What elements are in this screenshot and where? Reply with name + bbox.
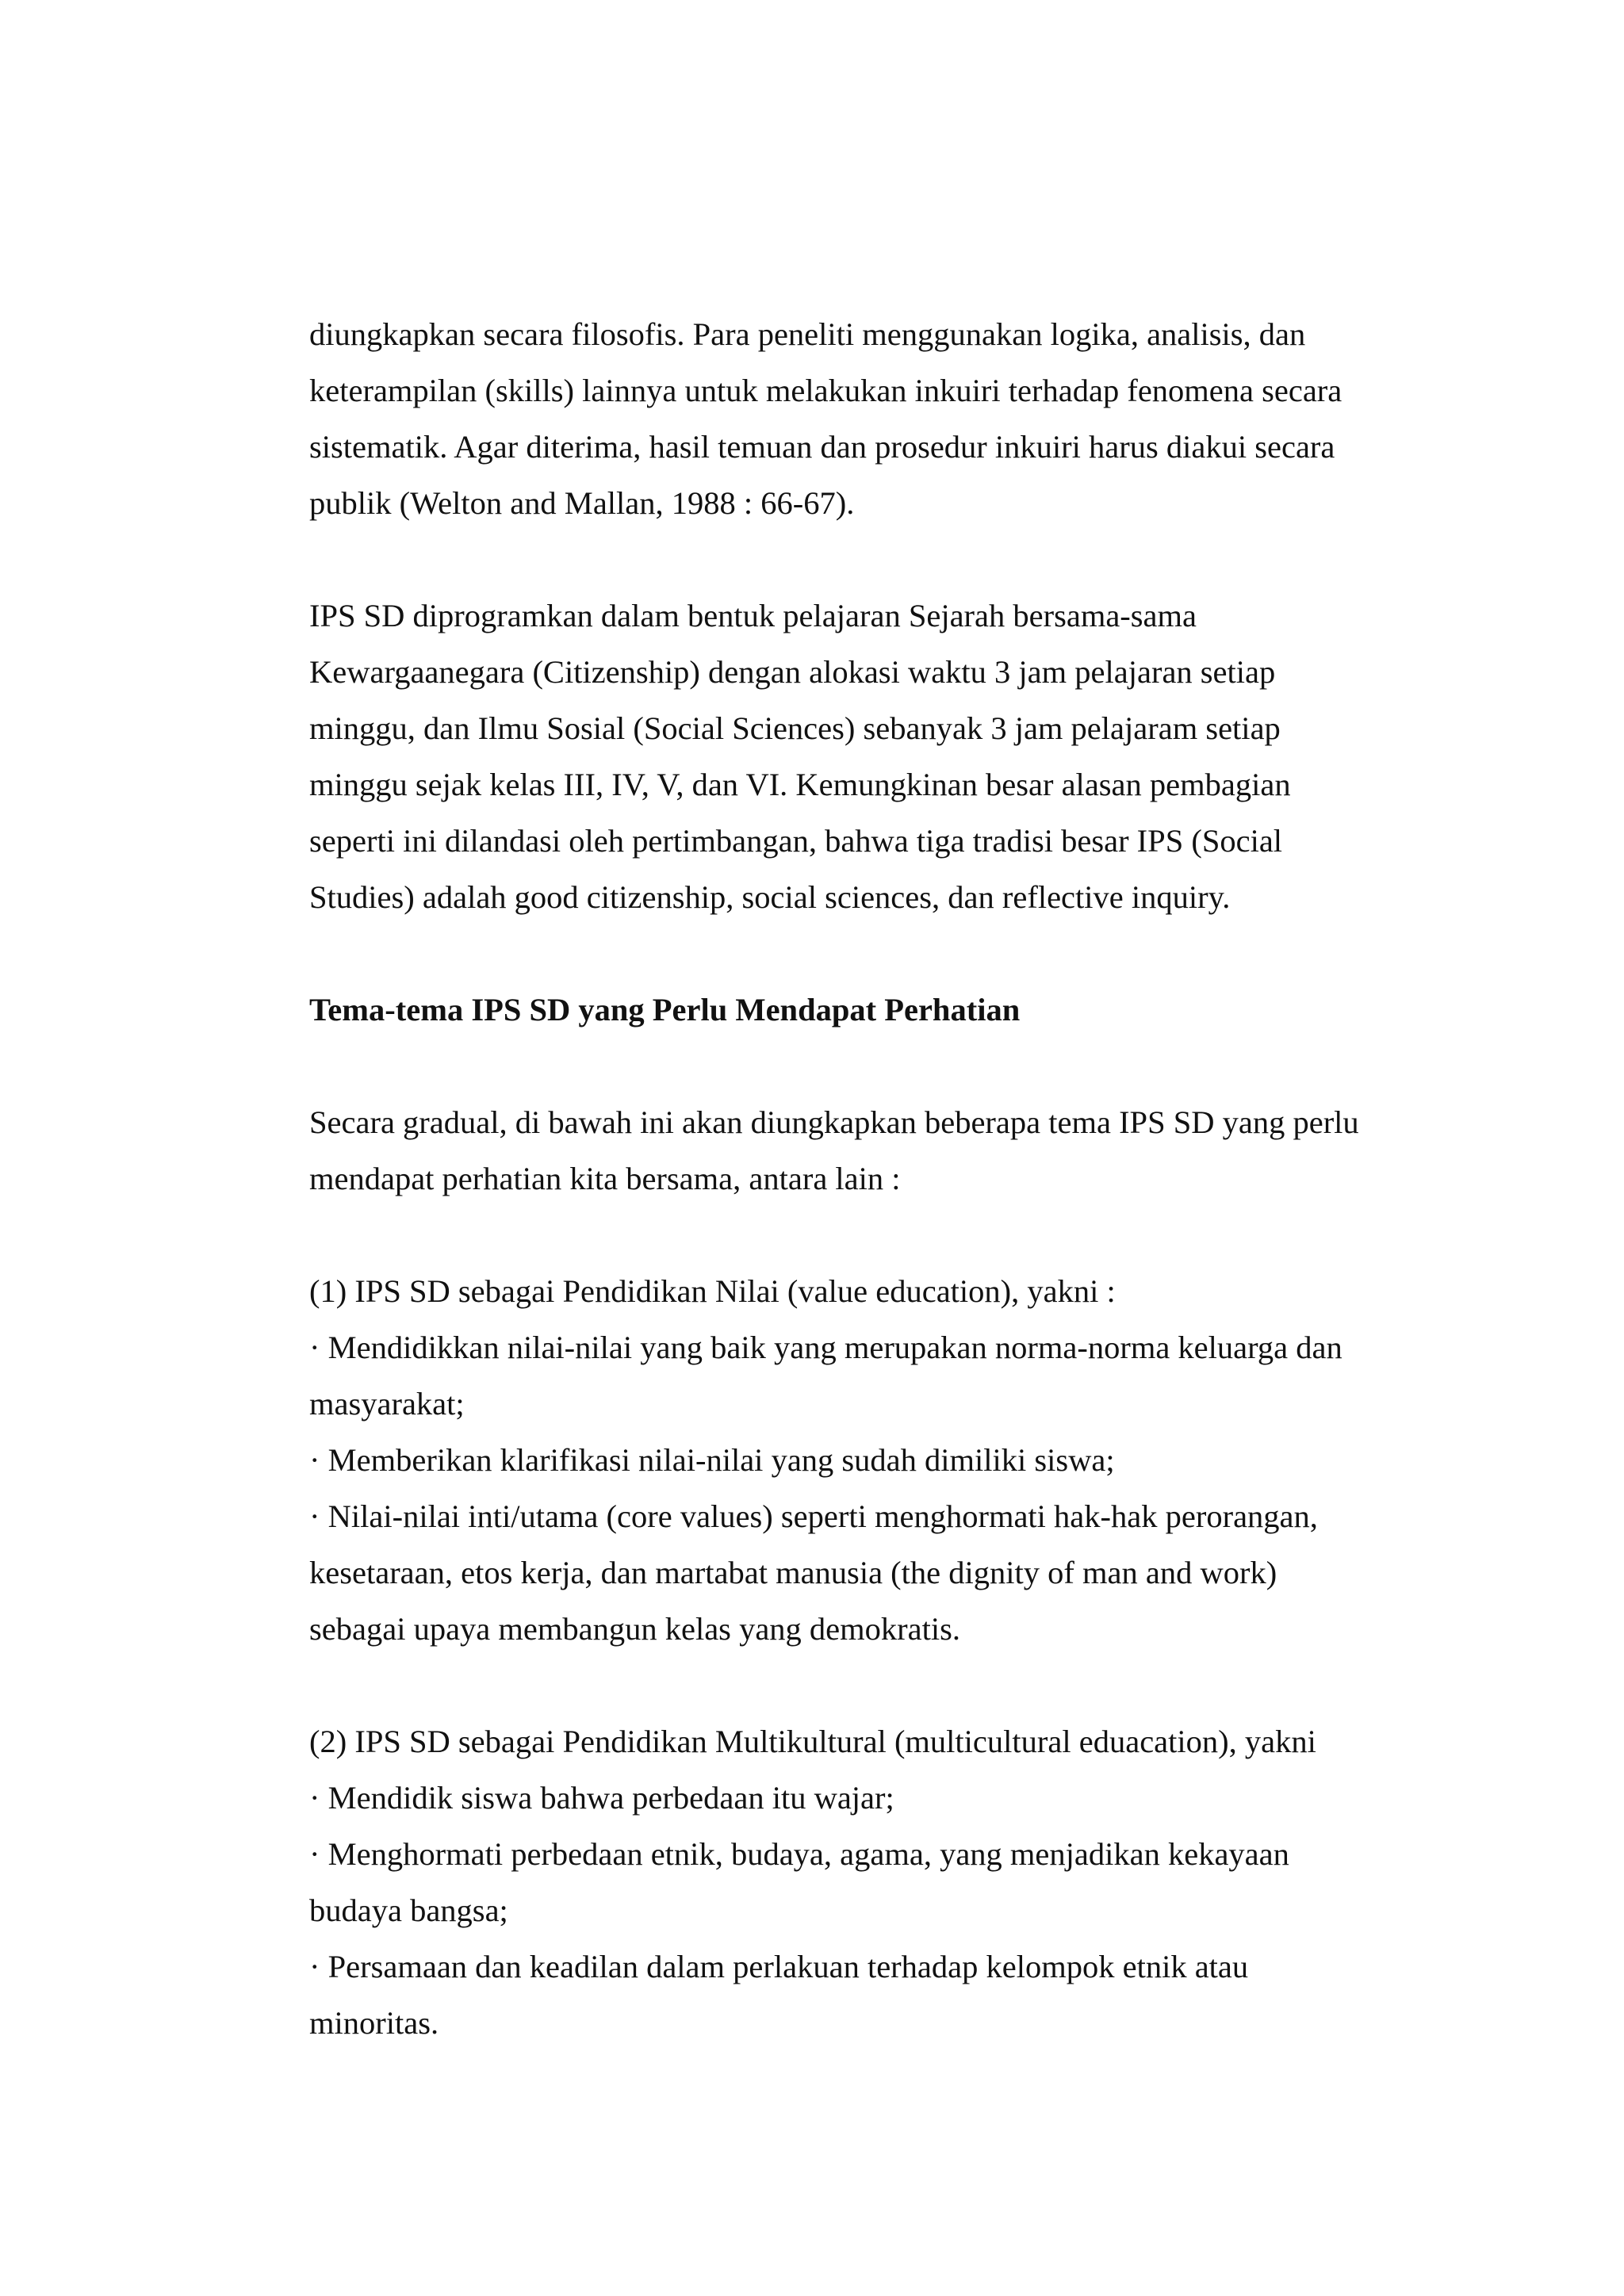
list-item: · Nilai-nilai inti/utama (core values) seperti menghormati hak-hak perorangan,: [309, 1498, 1318, 1534]
paragraph-2: [309, 587, 1419, 925]
section-value-education: [309, 1263, 1419, 1657]
section-heading: Tema-tema IPS SD yang Perlu Mendapat Perhatian: [309, 992, 1021, 1027]
section-title: (1) IPS SD sebagai Pendidikan Nilai (value education), yakni :: [309, 1273, 1116, 1309]
paragraph-spacer: [309, 925, 1419, 982]
text-line: IPS SD diprogramkan dalam bentuk pelajaran Sejarah bersama-sama: [309, 598, 1197, 633]
text-line: diungkapkan secara filosofis. Para peneliti menggunakan logika, analisis, dan: [309, 316, 1306, 352]
text-line: mendapat perhatian kita bersama, antara lain :: [309, 1161, 901, 1196]
list-item: · Mendidik siswa bahwa perbedaan itu wajar;: [309, 1780, 894, 1816]
text-line: sebagai upaya membangun kelas yang demokratis.: [309, 1611, 960, 1647]
paragraph-spacer: [309, 531, 1419, 587]
list-item: · Persamaan dan keadilan dalam perlakuan terhadap kelompok etnik atau: [309, 1949, 1249, 1984]
text-line: minoritas.: [309, 2005, 439, 2041]
paragraph-3: [309, 1094, 1419, 1207]
text-line: masyarakat;: [309, 1386, 465, 1422]
text-line: publik (Welton and Mallan, 1988 : 66-67).: [309, 485, 855, 521]
text-line: minggu sejak kelas III, IV, V, dan VI. Kemungkinan besar alasan pembagian: [309, 767, 1291, 802]
text-line: budaya bangsa;: [309, 1892, 508, 1928]
text-line: sistematik. Agar diterima, hasil temuan dan prosedur inkuiri harus diakui secara: [309, 429, 1335, 465]
text-line: seperti ini dilandasi oleh pertimbangan, bahwa tiga tradisi besar IPS (Social: [309, 823, 1283, 859]
list-item: · Mendidikkan nilai-nilai yang baik yang merupakan norma-norma keluarga dan: [309, 1330, 1342, 1365]
paragraph-spacer: [309, 1038, 1419, 1094]
list-item: · Memberikan klarifikasi nilai-nilai yang sudah dimiliki siswa;: [309, 1442, 1115, 1478]
section-multicultural-education: [309, 1713, 1419, 2051]
text-line: minggu, dan Ilmu Sosial (Social Sciences) sebanyak 3 jam pelajaram setiap: [309, 710, 1281, 746]
section-title: (2) IPS SD sebagai Pendidikan Multikultural (multicultural eduacation), yakni: [309, 1724, 1316, 1759]
paragraph-spacer: [309, 1207, 1419, 1263]
list-item: · Menghormati perbedaan etnik, budaya, agama, yang menjadikan kekayaan: [309, 1836, 1289, 1872]
paragraph-1: [309, 306, 1419, 531]
text-line: kesetaraan, etos kerja, dan martabat manusia (the dignity of man and work): [309, 1555, 1277, 1590]
text-line: Secara gradual, di bawah ini akan diungkapkan beberapa tema IPS SD yang perlu: [309, 1104, 1359, 1140]
text-line: keterampilan (skills) lainnya untuk melakukan inkuiri terhadap fenomena secara: [309, 373, 1342, 408]
text-line: Kewargaanegara (Citizenship) dengan alokasi waktu 3 jam pelajaran setiap: [309, 654, 1276, 690]
paragraph-spacer: [309, 1657, 1419, 1713]
document-body: [309, 306, 1419, 2051]
text-line: Studies) adalah good citizenship, social sciences, dan reflective inquiry.: [309, 879, 1231, 915]
